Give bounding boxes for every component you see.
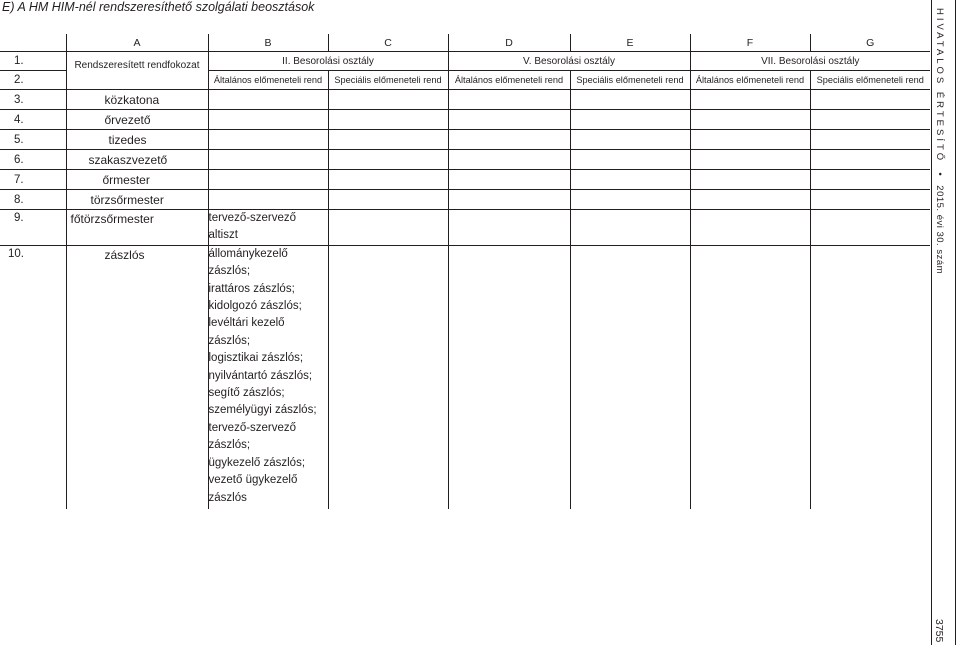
sub-header-special: Speciális előmeneteli rend xyxy=(810,71,930,90)
column-letter-g: G xyxy=(810,34,930,52)
rank-cell: főtörzsőrmester xyxy=(66,210,208,246)
position-line: logisztikai zászlós; xyxy=(208,352,304,365)
position-list-cell xyxy=(208,245,328,509)
table-row xyxy=(0,245,930,509)
rank-cell: zászlós xyxy=(66,245,208,509)
page-margin-line xyxy=(931,0,932,645)
sub-header-general: Általános előmeneteli rend xyxy=(690,71,810,90)
header-row-1 xyxy=(0,52,930,71)
position-line: zászlós xyxy=(208,491,247,504)
position-line: irattáros zászlós; xyxy=(208,282,295,295)
table-row xyxy=(0,190,930,210)
table-row xyxy=(0,110,930,130)
page-number: 3755 xyxy=(933,619,945,643)
position-line: személyügyi zászlós; xyxy=(208,404,317,417)
position-line: állománykezelő xyxy=(208,247,288,260)
row-number: 10. xyxy=(0,245,66,509)
column-letter-c: C xyxy=(328,34,448,52)
row-number: 8. xyxy=(0,190,66,210)
group-header-v: V. Besorolási osztály xyxy=(448,52,690,71)
group-header-ii: II. Besorolási osztály xyxy=(208,52,448,71)
row-number: 2. xyxy=(0,71,66,90)
sub-header-special: Speciális előmeneteli rend xyxy=(570,71,690,90)
corner-cell xyxy=(0,34,66,52)
table-row xyxy=(0,90,930,110)
position-line: kidolgozó zászlós; xyxy=(208,300,302,313)
row-number: 4. xyxy=(0,110,66,130)
rank-cell: közkatona xyxy=(66,90,208,110)
issue-label: 2015. évi 30. szám xyxy=(934,185,945,275)
journal-name: HIVATALOS ÉRTESÍTŐ xyxy=(934,8,945,164)
sub-header-general: Általános előmeneteli rend xyxy=(448,71,570,90)
row-number: 3. xyxy=(0,90,66,110)
row-number: 9. xyxy=(0,210,66,246)
position-line: altiszt xyxy=(208,229,238,242)
running-header xyxy=(934,8,945,275)
position-line: zászlós; xyxy=(208,439,251,452)
position-line: segítő zászlós; xyxy=(208,387,285,400)
row-number: 6. xyxy=(0,150,66,170)
column-letter-d: D xyxy=(448,34,570,52)
rank-cell: szakaszvezető xyxy=(66,150,208,170)
table-row xyxy=(0,130,930,150)
table-row xyxy=(0,150,930,170)
table-row xyxy=(0,170,930,190)
rank-cell: őrmester xyxy=(66,170,208,190)
position-list-cell xyxy=(208,210,328,246)
position-line: levéltári kezelő xyxy=(208,317,285,330)
positions-table xyxy=(0,34,930,509)
row-number: 7. xyxy=(0,170,66,190)
separator-bullet: • xyxy=(934,172,945,177)
position-line: nyilvántartó zászlós; xyxy=(208,369,313,382)
group-header-vii: VII. Besorolási osztály xyxy=(690,52,930,71)
row-number: 5. xyxy=(0,130,66,150)
column-letter-b: B xyxy=(208,34,328,52)
rank-header: Rendszeresített rendfokozat xyxy=(66,52,208,90)
page-margin-line xyxy=(955,0,956,645)
row-number: 1. xyxy=(0,52,66,71)
sub-header-special: Speciális előmeneteli rend xyxy=(328,71,448,90)
column-letter-e: E xyxy=(570,34,690,52)
position-line: zászlós; xyxy=(208,265,251,278)
position-line: tervező-szervező xyxy=(208,421,297,434)
column-letter-a: A xyxy=(66,34,208,52)
table-row xyxy=(0,210,930,246)
document-title: E) A HM HIM-nél rendszeresíthető szolgálati beosztások xyxy=(2,0,315,14)
position-line: zászlós; xyxy=(208,334,251,347)
column-letter-f: F xyxy=(690,34,810,52)
position-line: vezető ügykezelő xyxy=(208,474,298,487)
rank-cell: törzsőrmester xyxy=(66,190,208,210)
position-line: ügykezelő zászlós; xyxy=(208,456,306,469)
column-letters-row xyxy=(0,34,930,52)
rank-cell: tizedes xyxy=(66,130,208,150)
rank-cell: őrvezető xyxy=(66,110,208,130)
position-line: tervező-szervező xyxy=(208,212,297,224)
sub-header-general: Általános előmeneteli rend xyxy=(208,71,328,90)
